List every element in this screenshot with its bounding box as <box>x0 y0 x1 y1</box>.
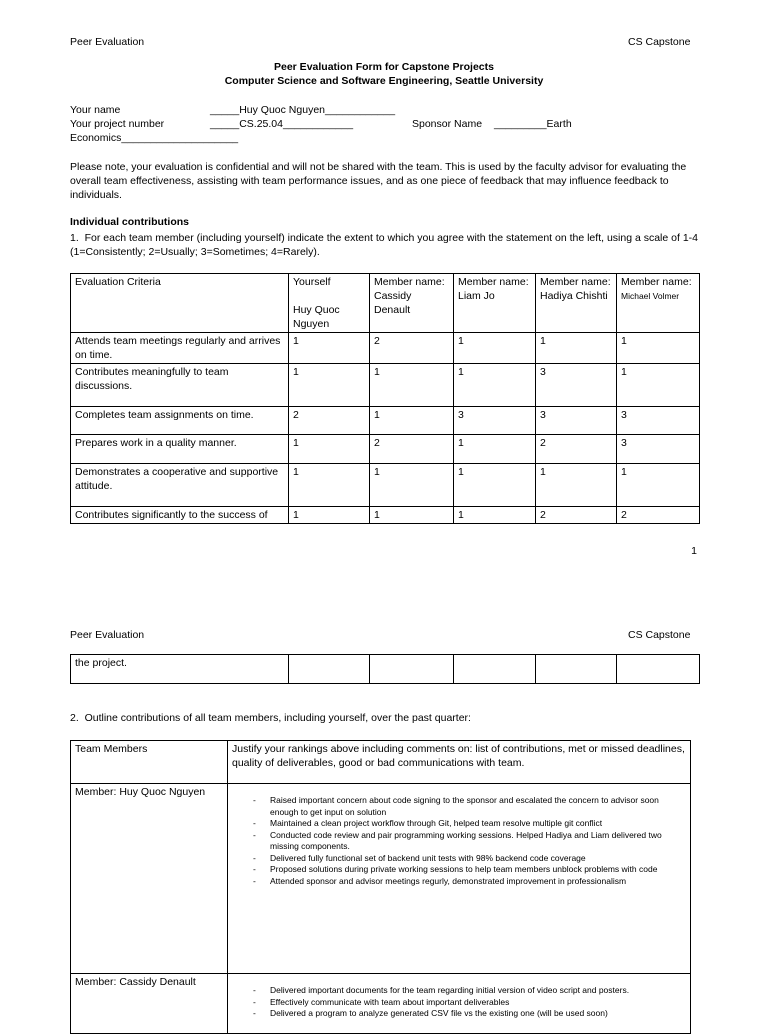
sponsor-label: Sponsor Name <box>412 118 483 130</box>
contribution-list <box>232 985 686 1020</box>
member-comments <box>228 974 691 1034</box>
score-cell: 1 <box>454 364 536 407</box>
question-2: 2. Outline contributions of all team members, including yourself, over the past quarter: <box>70 712 471 724</box>
score-cell: 1 <box>370 507 454 524</box>
form-title: Peer Evaluation Form for Capstone Projects <box>274 61 494 73</box>
economics-line: Economics____________________ <box>70 132 239 144</box>
member-row <box>71 784 691 974</box>
list-item: - Attended sponsor and advisor meetings regurly, demonstrated improvement in professionalism <box>232 876 686 888</box>
list-item: - Delivered a program to analyze generated CSV file vs the existing one (will be used soon) <box>232 1008 686 1020</box>
page-number: 1 <box>691 545 697 557</box>
score-cell <box>617 655 700 684</box>
member1-header: Member name: Cassidy Denault <box>370 274 454 333</box>
score-cell: 1 <box>617 464 700 507</box>
score-cell: 2 <box>536 435 617 464</box>
evaluation-table <box>70 273 700 524</box>
page1-header-right: CS Capstone <box>628 36 691 48</box>
yourself-label: Yourself <box>293 276 331 288</box>
score-cell <box>370 655 454 684</box>
score-cell: 1 <box>289 507 370 524</box>
table-row <box>71 333 700 364</box>
score-cell: 1 <box>370 464 454 507</box>
member-label: Member: Cassidy Denault <box>71 974 228 1034</box>
score-cell: 2 <box>289 407 370 435</box>
member4-header <box>617 274 700 333</box>
list-item: - Maintained a clean project workflow through Git, helped team resolve multiple git conflict <box>232 818 686 830</box>
table-row <box>71 435 700 464</box>
table-row <box>71 655 700 684</box>
score-cell: 3 <box>617 435 700 464</box>
yourself-header <box>289 274 370 333</box>
score-cell: 1 <box>289 435 370 464</box>
table-header-row <box>71 274 700 333</box>
score-cell: 3 <box>536 364 617 407</box>
your-name-value: _____Huy Quoc Nguyen____________ <box>210 104 396 116</box>
yourself-name: Huy Quoc Nguyen <box>293 304 340 330</box>
criterion-cell: Contributes meaningfully to team discussions. <box>71 364 289 407</box>
score-cell: 1 <box>536 464 617 507</box>
project-number-value: _____CS.25.04____________ <box>210 118 354 130</box>
confidentiality-note: Please note, your evaluation is confidential and will not be shared with the team. This is used by the faculty advisor for evaluating the overall team effectiveness, assisting with team performance issues, and as one piece of feedback that may influence feedback to individuals. <box>70 161 687 201</box>
score-cell: 1 <box>289 333 370 364</box>
sponsor-value: _________Earth <box>494 118 572 130</box>
page2-header-left: Peer Evaluation <box>70 629 145 641</box>
score-cell: 2 <box>617 507 700 524</box>
list-item: - Proposed solutions during private working sessions to help team members unblock problems with code <box>232 864 686 876</box>
score-cell: 1 <box>454 435 536 464</box>
list-item: - Raised important concern about code signing to the sponsor and escalated the concern to advisor soon enough to get input on solution <box>232 795 686 818</box>
table-row <box>71 464 700 507</box>
criterion-cell: Prepares work in a quality manner. <box>71 435 289 464</box>
justification-header: Justify your rankings above including comments on: list of contributions, met or missed deadlines, quality of deliverables, good or bad communications with team. <box>228 741 691 784</box>
score-cell: 1 <box>370 407 454 435</box>
member4-name: Michael Volmer <box>621 291 680 301</box>
evaluation-table-continued <box>70 654 700 684</box>
member2-header: Member name: Liam Jo <box>454 274 536 333</box>
criterion-cell: the project. <box>71 655 289 684</box>
contributions-table <box>70 740 691 1034</box>
criterion-cell: Completes team assignments on time. <box>71 407 289 435</box>
score-cell: 1 <box>454 464 536 507</box>
criterion-cell: Demonstrates a cooperative and supportive attitude. <box>71 464 289 507</box>
score-cell: 1 <box>617 364 700 407</box>
score-cell: 1 <box>454 507 536 524</box>
project-number-label: Your project number <box>70 118 165 130</box>
score-cell: 1 <box>536 333 617 364</box>
score-cell <box>289 655 370 684</box>
section-heading: Individual contributions <box>70 216 189 228</box>
contrib-header-row <box>71 741 691 784</box>
member-comments <box>228 784 691 974</box>
score-cell: 1 <box>289 464 370 507</box>
list-item: - Conducted code review and pair programming working sessions. Helped Hadiya and Liam delivered two missing components. <box>232 830 686 853</box>
score-cell: 3 <box>536 407 617 435</box>
score-cell: 2 <box>536 507 617 524</box>
score-cell: 1 <box>289 364 370 407</box>
score-cell: 2 <box>370 435 454 464</box>
criterion-cell: Attends team meetings regularly and arrives on time. <box>71 333 289 364</box>
list-item: - Delivered important documents for the team regarding initial version of video script and posters. <box>232 985 686 997</box>
list-item: - Delivered fully functional set of backend unit tests with 98% backend code coverage <box>232 853 686 865</box>
score-cell: 3 <box>617 407 700 435</box>
table-row <box>71 407 700 435</box>
list-item: - Effectively communicate with team about important deliverables <box>232 997 686 1009</box>
score-cell: 3 <box>454 407 536 435</box>
team-members-header: Team Members <box>71 741 228 784</box>
score-cell: 1 <box>454 333 536 364</box>
member-row <box>71 974 691 1034</box>
score-cell: 1 <box>617 333 700 364</box>
contribution-list <box>232 795 686 887</box>
score-cell: 1 <box>370 364 454 407</box>
form-subtitle: Computer Science and Software Engineering, Seattle University <box>224 75 544 87</box>
criteria-header: Evaluation Criteria <box>71 274 289 333</box>
table-row <box>71 507 700 524</box>
score-cell <box>454 655 536 684</box>
your-name-label: Your name <box>70 104 121 116</box>
criterion-cell: Contributes significantly to the success of <box>71 507 289 524</box>
page1-header-left: Peer Evaluation <box>70 36 145 48</box>
member3-header: Member name: Hadiya Chishti <box>536 274 617 333</box>
table-row <box>71 364 700 407</box>
member-label: Member: Huy Quoc Nguyen <box>71 784 228 974</box>
member4-label: Member name: <box>621 276 692 288</box>
score-cell <box>536 655 617 684</box>
score-cell: 2 <box>370 333 454 364</box>
instruction-text: 1. For each team member (including yourself) indicate the extent to which you agree with the statement on the left, using a scale of 1-4 (1=Consistently; 2=Usually; 3=Sometimes; 4=Rarely). <box>70 232 699 258</box>
page2-header-right: CS Capstone <box>628 629 691 641</box>
